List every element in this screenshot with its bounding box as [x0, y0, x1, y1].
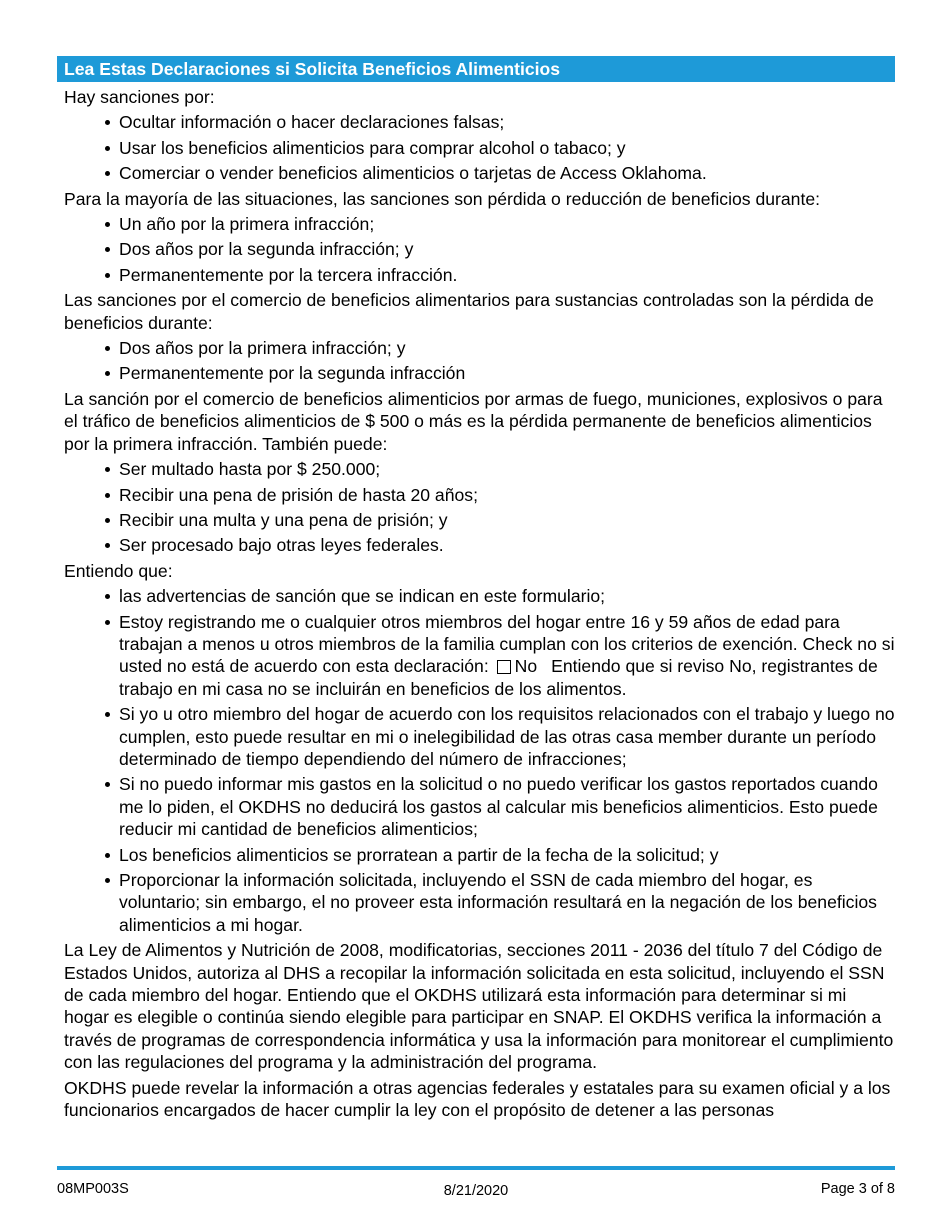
- list-item: Los beneficios alimenticios se prorratean a partir de la fecha de la solicitud; y: [57, 844, 895, 866]
- list-item: Dos años por la segunda infracción; y: [57, 238, 895, 260]
- list-item: Dos años por la primera infracción; y: [57, 337, 895, 359]
- list-item: Si yo u otro miembro del hogar de acuerdo con los requisitos relacionados con el trabajo y luego no cumplen, esto puede resultar en mi o inelegibilidad de las otras casa member durante un período determinado de tiempo dependiendo del número de infracciones;: [57, 703, 895, 770]
- firearms-paragraph: La sanción por el comercio de beneficios alimenticios por armas de fuego, municiones, explosivos o para el tráfico de beneficios alimenticios de $ 500 o más es la pérdida permanente de beneficios alimenticios por la primera infracción. También puede:: [64, 388, 883, 454]
- controlled-substances-list: [57, 337, 895, 385]
- penalties-list: [57, 213, 895, 286]
- list-item: Usar los beneficios alimenticios para comprar alcohol o tabaco; y: [57, 137, 895, 159]
- section-header: Lea Estas Declaraciones si Solicita Beneficios Alimenticios: [57, 56, 895, 82]
- controlled-substances-paragraph: Las sanciones por el comercio de beneficios alimentarios para sustancias controladas son la pérdida de beneficios durante:: [64, 290, 874, 333]
- form-date: 8/21/2020: [443, 1183, 509, 1199]
- list-item: Ocultar información o hacer declaraciones falsas;: [57, 111, 895, 133]
- sanctions-intro: Hay sanciones por:: [64, 87, 215, 107]
- list-item: Comerciar o vender beneficios alimenticios o tarjetas de Access Oklahoma.: [57, 162, 895, 184]
- firearms-list: [57, 458, 895, 557]
- no-checkbox-label: No: [514, 656, 538, 677]
- list-item-work-registration: [57, 611, 895, 701]
- footer-divider: [57, 1166, 895, 1170]
- list-item: Un año por la primera infracción;: [57, 213, 895, 235]
- food-nutrition-act-paragraph: La Ley de Alimentos y Nutrición de 2008, modificatorias, secciones 2011 - 2036 del título 7 del Código de Estados Unidos, autoriza al DHS a recopilar la información solicitada en esta solicitud, incluyendo el SSN de cada miembro del hogar. Entiendo que el OKDHS utilizará esta información para determinar si mi hogar es elegible o continúa siendo elegible para participar en SNAP. El OKDHS verifica la información a través de programas de correspondencia informática y usa la información para monitorear el cumplimiento con las regulaciones del programa y la administración del programa.: [64, 940, 894, 1073]
- work-registration-consequence: Entiendo que si reviso No, registrantes de trabajo en mi casa no se incluirán en beneficios de los alimentos.: [119, 656, 878, 699]
- list-item: Proporcionar la información solicitada, incluyendo el SSN de cada miembro del hogar, es voluntario; sin embargo, el no proveer esta información resultará en la negación de los beneficios alimenticios a mi hogar.: [57, 869, 895, 936]
- form-number: 08MP003S: [57, 1181, 129, 1197]
- list-item: Si no puedo informar mis gastos en la solicitud o no puedo verificar los gastos reportados cuando me lo piden, el OKDHS no deducirá los gastos al calcular mis beneficios alimenticios. Esto puede reducir mi cantidad de beneficios alimenticios;: [57, 773, 895, 840]
- list-item: Recibir una multa y una pena de prisión; y: [57, 509, 895, 531]
- list-item: Ser multado hasta por $ 250.000;: [57, 458, 895, 480]
- no-checkbox[interactable]: [497, 660, 511, 674]
- work-registration-text: Estoy registrando me o cualquier otros miembros del hogar entre 16 y 59 años de edad para trabajan a menos u otros miembros de la familia cumplan con los criterios de exención. Check no si usted no está de acuerdo con esta declaración:: [119, 611, 895, 677]
- list-item: Permanentemente por la segunda infracción: [57, 362, 895, 384]
- understanding-intro: Entiendo que:: [64, 560, 173, 581]
- penalties-intro: Para la mayoría de las situaciones, las sanciones son pérdida o reducción de beneficios durante:: [64, 188, 821, 209]
- document-body: [57, 56, 895, 1124]
- list-item: Recibir una pena de prisión de hasta 20 años;: [57, 484, 895, 506]
- understanding-list: [57, 585, 895, 936]
- list-item: las advertencias de sanción que se indican en este formulario;: [57, 585, 895, 607]
- disclosure-paragraph: OKDHS puede revelar la información a otras agencias federales y estatales para su examen oficial y a los funcionarios encargados de hacer cumplir la ley con el propósito de detener a las personas: [64, 1077, 891, 1121]
- list-item: Permanentemente por la tercera infracción.: [57, 264, 895, 286]
- sanctions-list: [57, 111, 895, 184]
- list-item: Ser procesado bajo otras leyes federales.: [57, 534, 895, 556]
- page-number: Page 3 of 8: [820, 1181, 895, 1197]
